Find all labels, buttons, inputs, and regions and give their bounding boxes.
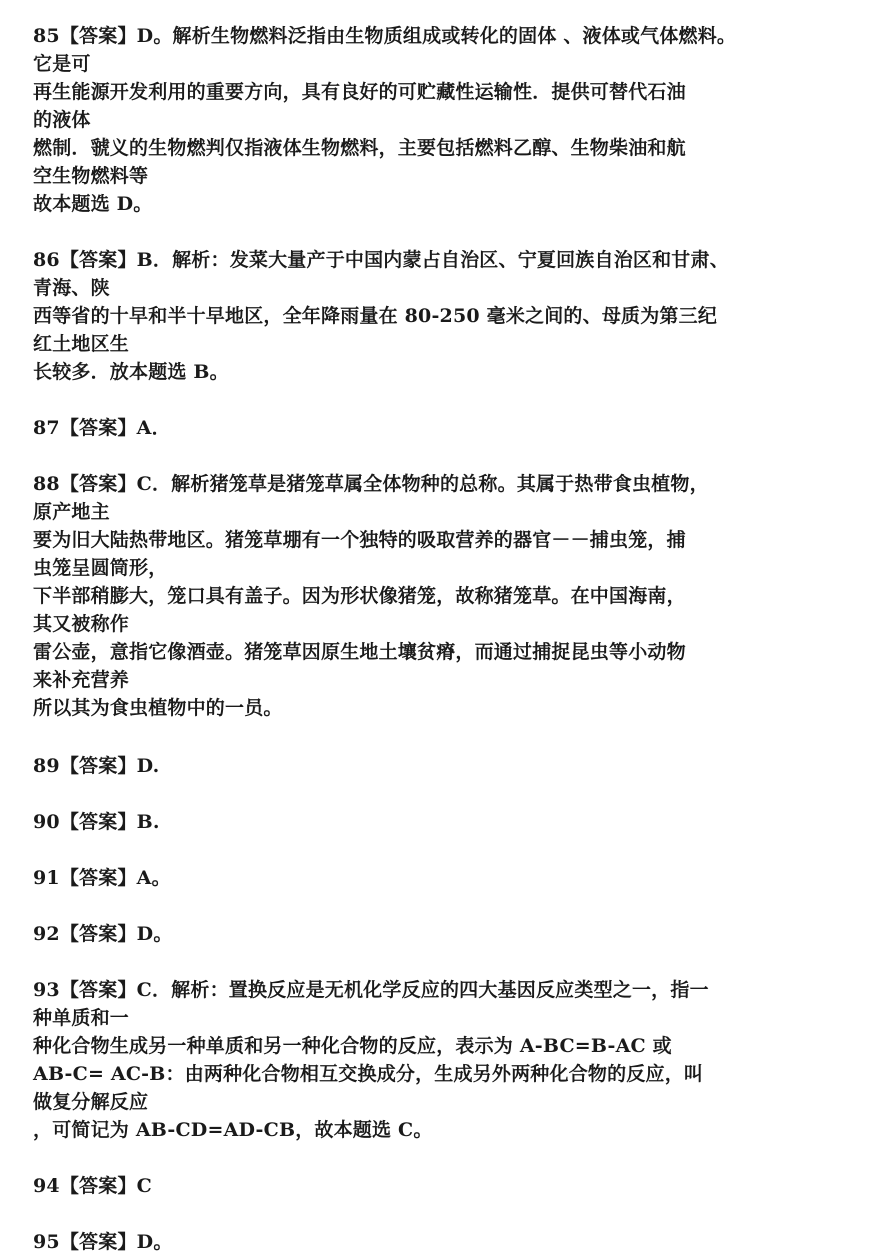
answer-88-line-8: 来补充营养: [33, 669, 130, 691]
answer-94: [33, 1172, 833, 1200]
answer-85-line-3: 再生能源开发利用的重要方向，具有良好的可贮藏性运输性．提供可替代石油: [33, 81, 686, 103]
answer-86-line-1: 86【答案】B．解析：发菜大量产于中国内蒙占自治区、宁夏回族自治区和甘肃、: [33, 249, 729, 271]
answer-85-line-6: 空生物燃料等: [33, 165, 149, 187]
answer-90: [33, 808, 833, 836]
answer-88-line-4: 虫笼呈圆筒形，: [33, 557, 168, 579]
answer-93-line-2: 种单质和一: [33, 1007, 130, 1029]
answer-85-line-4: 的液体: [33, 109, 91, 131]
answer-88-line-9: 所以其为食虫植物中的一员。: [33, 697, 283, 719]
answer-88-line-1: 88【答案】C．解析猪笼草是猪笼草属全体物种的总称。其属于热带食虫植物，: [33, 473, 709, 495]
answer-85-line-2: 它是可: [33, 53, 91, 75]
answer-93-line-5: 做复分解反应: [33, 1091, 149, 1113]
answer-92-line-1: 92【答案】D。: [33, 923, 173, 945]
answer-86-line-2: 青海、陕: [33, 277, 110, 299]
answer-93-line-3: 种化合物生成另一种单质和另一种化合物的反应，表示为 A-BC=B-AC 或: [33, 1035, 672, 1057]
answer-90-line-1: 90【答案】B.: [33, 811, 160, 833]
answer-93: [33, 976, 833, 1144]
answer-95: [33, 1228, 833, 1256]
answer-93-line-4: AB-C= AC-B：由两种化合物相互交换成分，生成另外两种化合物的反应，叫: [33, 1063, 704, 1085]
answer-88-line-3: 要为旧大陆热带地区。猪笼草堋有一个独特的吸取营养的器官－－捕虫笼，捕: [33, 529, 686, 551]
answer-87-line-1: 87【答案】A．: [33, 417, 171, 439]
answer-88-line-5: 下半部稍膨大，笼口具有盖子。因为形状像猪笼，故称猪笼草。在中国海南，: [33, 585, 686, 607]
answer-87: [33, 414, 833, 442]
answer-85-line-7: 故本题选 D。: [33, 193, 153, 215]
answer-95-line-1: 95【答案】D。: [33, 1231, 173, 1253]
answer-89-line-1: 89【答案】D.: [33, 755, 160, 777]
answer-86: [33, 246, 833, 386]
answer-88-line-7: 雷公壶，意指它像酒壶。猪笼草因原生地土壤贫瘠，而通过捕捉昆虫等小动物: [33, 641, 686, 663]
answer-91: [33, 864, 833, 892]
answer-85: [33, 22, 833, 218]
answer-86-line-3: 西等省的十早和半十早地区，全年降雨量在 80-250 毫米之间的、母质为第三纪: [33, 305, 718, 327]
answer-94-line-1: 94【答案】C: [33, 1175, 152, 1197]
answer-92: [33, 920, 833, 948]
answer-85-line-5: 燃制．虢义的生物燃判仅指液体生物燃料，主要包括燃料乙醇、生物柴油和航: [33, 137, 686, 159]
answer-85-line-1: 85【答案】D。解析生物燃料泛指由生物质组成或转化的固体 、液体或气体燃料。: [33, 25, 737, 47]
answer-93-line-1: 93【答案】C．解析：置换反应是无机化学反应的四大基因反应类型之一，指一: [33, 979, 709, 1001]
answer-86-line-5: 长较多．放本题选 B。: [33, 361, 229, 383]
answer-88: [33, 470, 833, 722]
answer-89: [33, 752, 833, 780]
answer-88-line-2: 原产地主: [33, 501, 110, 523]
answer-86-line-4: 红土地区生: [33, 333, 130, 355]
answer-88-line-6: 其又被称作: [33, 613, 130, 635]
answer-91-line-1: 91【答案】A。: [33, 867, 171, 889]
answer-93-line-6: ，可简记为 AB-CD=AD-CB，故本题选 C。: [33, 1119, 433, 1141]
